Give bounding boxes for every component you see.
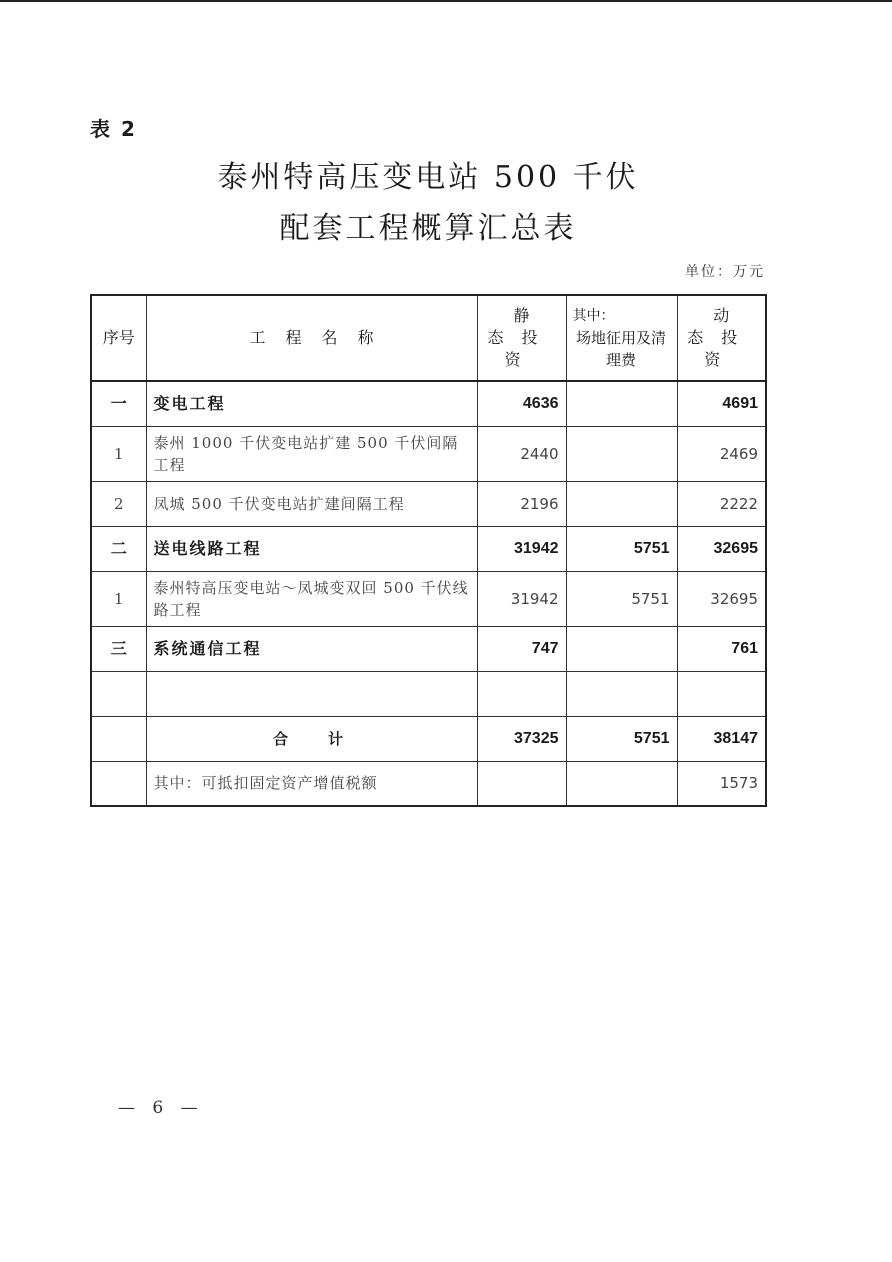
header-dynamic-investment [677, 295, 766, 381]
table-row [91, 526, 766, 571]
row-dynamic-investment: 761 [677, 626, 766, 671]
table-row [91, 481, 766, 526]
row-dynamic-investment [677, 671, 766, 716]
row-name: 凤城 500 千伏变电站扩建间隔工程 [146, 481, 477, 526]
row-seq: 二 [91, 526, 146, 571]
row-seq: 三 [91, 626, 146, 671]
page-number: — 6 — [118, 1098, 204, 1118]
row-static-investment: 31942 [477, 571, 566, 626]
table-row [91, 571, 766, 626]
table-row [91, 381, 766, 426]
row-name: 泰州 1000 千伏变电站扩建 500 千伏间隔工程 [146, 426, 477, 481]
header-land-label: 场地征用及清理费 [575, 329, 666, 369]
table-row [91, 426, 766, 481]
row-land-cost [566, 671, 677, 716]
total-seq [91, 716, 146, 761]
row-land-cost [566, 481, 677, 526]
row-seq [91, 671, 146, 716]
total-static-investment: 37325 [477, 716, 566, 761]
row-dynamic-investment: 4691 [677, 381, 766, 426]
header-name-label: 工程名称 [249, 328, 394, 347]
row-land-cost [566, 381, 677, 426]
row-name: 系统通信工程 [146, 626, 477, 671]
row-land-cost [566, 626, 677, 671]
row-land-cost [566, 426, 677, 481]
unit-note: 单位：万元 [685, 264, 765, 280]
row-static-investment: 2196 [477, 481, 566, 526]
empty-row [91, 671, 766, 716]
budget-summary-table [90, 294, 767, 807]
header-static-investment [477, 295, 566, 381]
row-name: 泰州特高压变电站～凤城变双回 500 千伏线路工程 [146, 571, 477, 626]
row-static-investment: 747 [477, 626, 566, 671]
header-name [146, 295, 477, 381]
row-name [146, 671, 477, 716]
row-dynamic-investment: 2222 [677, 481, 766, 526]
row-static-investment [477, 671, 566, 716]
row-static-investment: 31942 [477, 526, 566, 571]
header-land-cost [566, 295, 677, 381]
total-land-cost: 5751 [566, 716, 677, 761]
note-seq [91, 761, 146, 806]
top-border-line [0, 0, 892, 2]
row-seq: 一 [91, 381, 146, 426]
document-title-line1: 泰州特高压变电站 500 千伏 [217, 160, 639, 195]
row-land-cost: 5751 [566, 526, 677, 571]
vat-note-value: 1573 [677, 761, 766, 806]
vat-note-row [91, 761, 766, 806]
table-label: 表 2 [90, 117, 137, 141]
vat-note-label: 其中：可抵扣固定资产增值税额 [146, 761, 477, 806]
row-name: 变电工程 [146, 381, 477, 426]
document-title-line2: 配套工程概算汇总表 [279, 211, 577, 246]
header-dynamic-label: 动态投资 [687, 306, 756, 369]
total-label: 合计 [146, 716, 477, 761]
header-static-label: 静态投资 [487, 306, 556, 369]
row-dynamic-investment: 32695 [677, 526, 766, 571]
row-static-investment: 4636 [477, 381, 566, 426]
row-seq: 1 [91, 426, 146, 481]
table-row [91, 626, 766, 671]
row-dynamic-investment: 2469 [677, 426, 766, 481]
row-seq: 2 [91, 481, 146, 526]
header-land-prefix: 其中： [572, 308, 615, 324]
note-static-investment [477, 761, 566, 806]
header-seq: 序号 [91, 295, 146, 381]
row-seq: 1 [91, 571, 146, 626]
row-static-investment: 2440 [477, 426, 566, 481]
total-dynamic-investment: 38147 [677, 716, 766, 761]
table-header-row [91, 295, 766, 381]
row-land-cost: 5751 [566, 571, 677, 626]
row-dynamic-investment: 32695 [677, 571, 766, 626]
row-name: 送电线路工程 [146, 526, 477, 571]
note-land-cost [566, 761, 677, 806]
total-row [91, 716, 766, 761]
